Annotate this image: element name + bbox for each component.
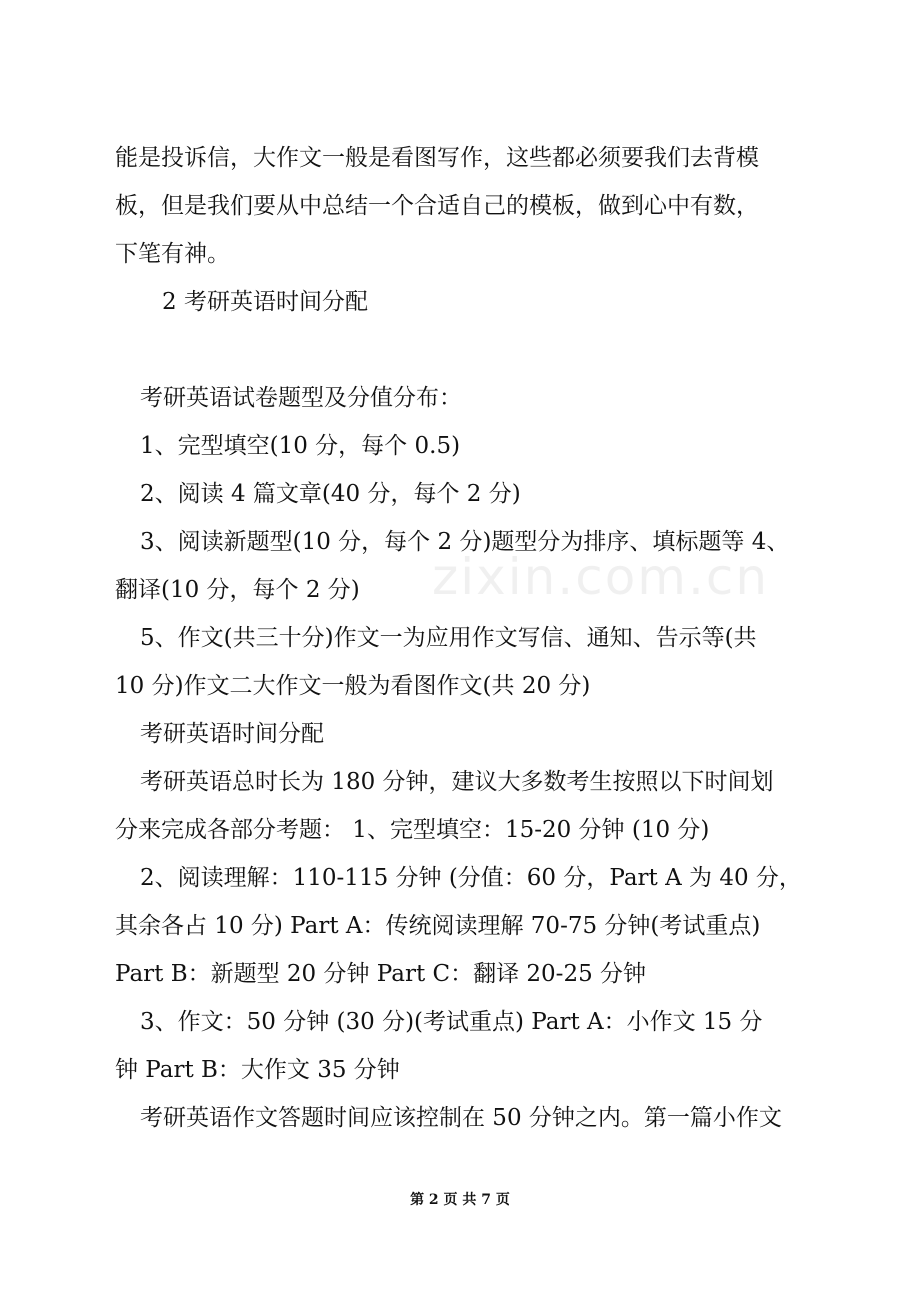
list-item: 10 分)作文二大作文一般为看图作文(共 20 分) (115, 673, 591, 699)
list-item: 3、阅读新题型(10 分，每个 2 分)题型分为排序、填标题等 4、 (140, 529, 790, 555)
paragraph-line: 2、阅读理解：110-115 分钟 (分值：60 分，Part A 为 40 分， (140, 865, 802, 891)
paragraph-line: 考研英语作文答题时间应该控制在 50 分钟之内。第一篇小作文 (140, 1105, 782, 1131)
list-item: 1、完型填空(10 分，每个 0.5) (140, 433, 461, 459)
watermark: zixin.com.cn (432, 548, 770, 606)
paragraph-line: Part B：新题型 20 分钟 Part C：翻译 20-25 分钟 (115, 961, 647, 987)
paragraph-line: 3、作文：50 分钟 (30 分)(考试重点) Part A：小作文 15 分 (140, 1009, 763, 1035)
paragraph-line: 钟 Part B：大作文 35 分钟 (115, 1057, 400, 1083)
paragraph-line: 考研英语试卷题型及分值分布： (140, 385, 462, 411)
section-heading: 2 考研英语时间分配 (162, 289, 368, 315)
paragraph-line: 分来完成各部分考题： 1、完型填空：15-20 分钟 (10 分) (115, 817, 710, 843)
paragraph-line: 下笔有神。 (115, 241, 230, 267)
paragraph-line: 板，但是我们要从中总结一个合适自己的模板，做到心中有数， (115, 193, 759, 219)
page-number-footer: 第 2 页 共 7 页 (410, 1192, 510, 1208)
paragraph-line: 能是投诉信，大作文一般是看图写作，这些都必须要我们去背模 (115, 145, 759, 171)
list-item: 2、阅读 4 篇文章(40 分，每个 2 分) (140, 481, 521, 507)
list-item: 5、作文(共三十分)作文一为应用作文写信、通知、告示等(共 (140, 625, 757, 651)
list-item: 翻译(10 分，每个 2 分) (115, 577, 360, 603)
paragraph-line: 考研英语总时长为 180 分钟，建议大多数考生按照以下时间划 (140, 769, 774, 795)
subheading: 考研英语时间分配 (140, 721, 324, 747)
paragraph-line: 其余各占 10 分) Part A：传统阅读理解 70-75 分钟(考试重点) (115, 913, 761, 939)
